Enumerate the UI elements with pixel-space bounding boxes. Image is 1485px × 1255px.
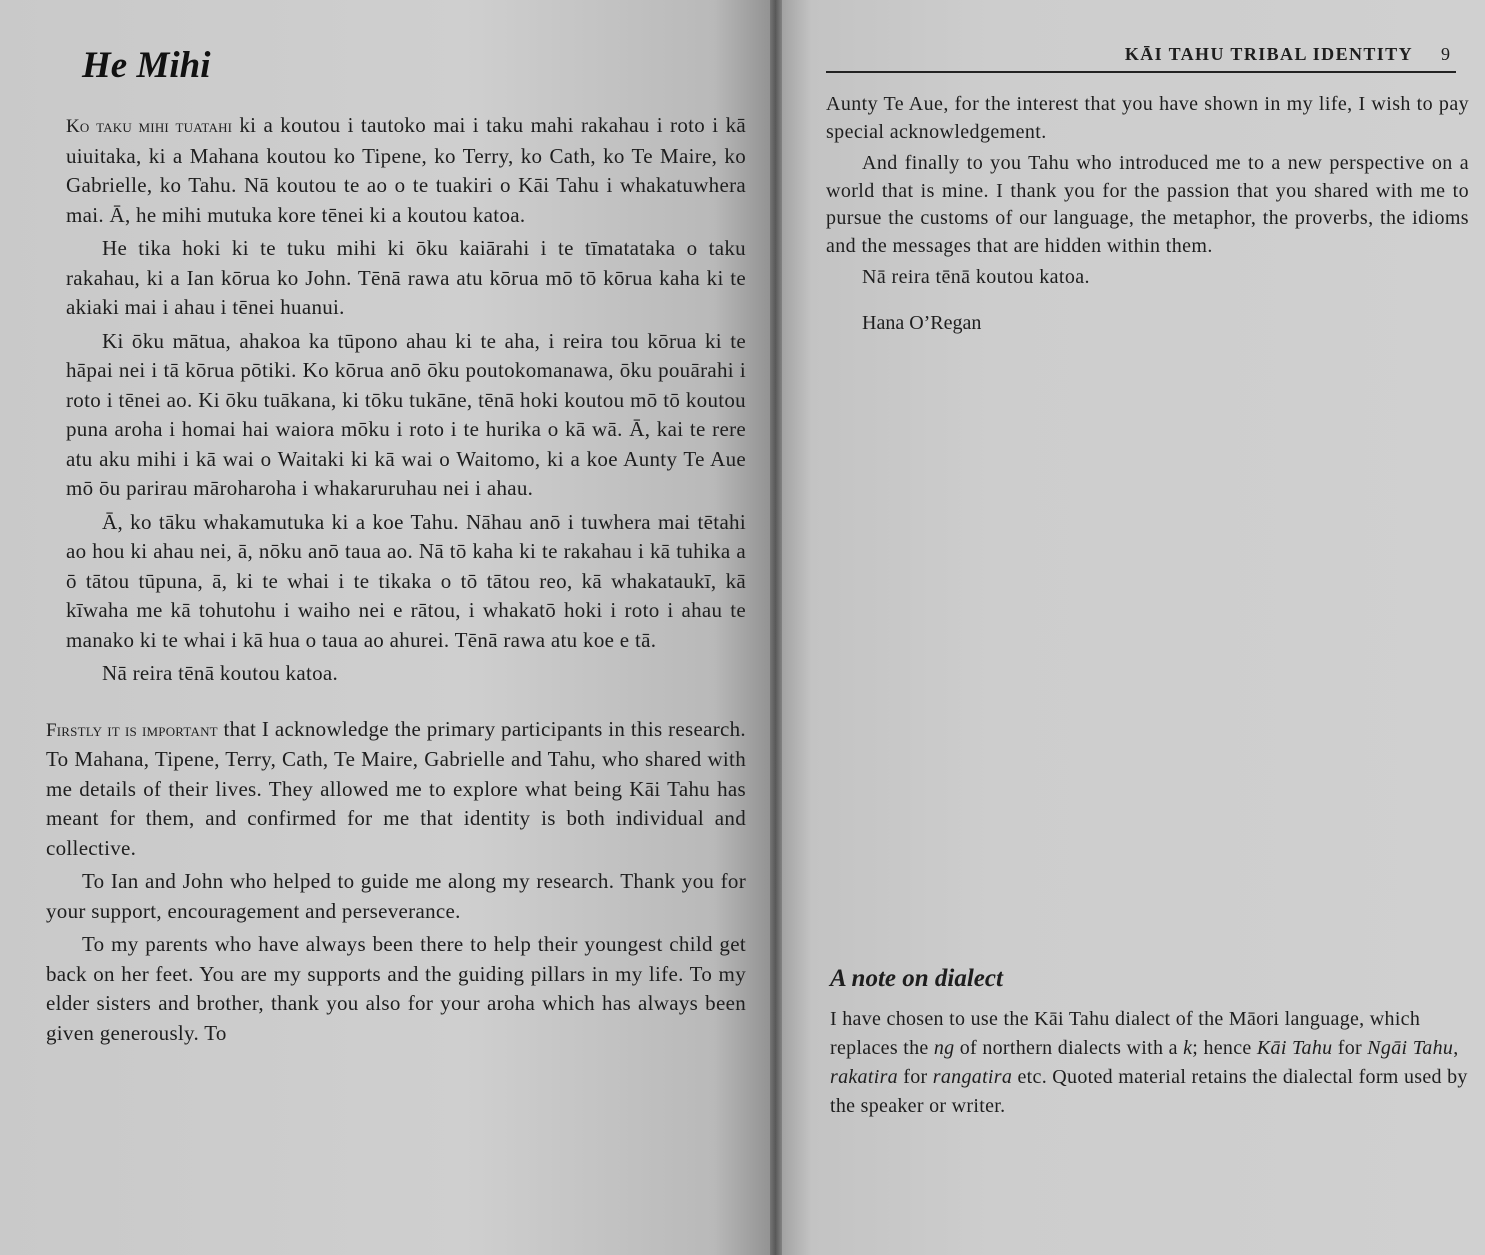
page-number: 9 [1441,44,1450,64]
maori-lead-smallcaps: Ko taku mihi tuatahi [66,116,233,137]
english-paragraph-1: Firstly it is important that I acknowledge the primary participants in this research. To Mahana, Tipene, Terry, Cath, Te Maire, Gabrielle and Tahu, who shared with me details of their lives. They allowed me to explore what being Kāi Tahu has meant for them, and confirmed for me that identity is both individual and collective. [46,716,746,860]
right-page [776,0,1485,1255]
maori-paragraph-2: He tika hoki ki te tuku mihi ki ōku kaiārahi i te tīmatataka o taku rakahau, ki a Ian kōrua ko John. Tēnā rawa atu kōrua mō tō kōrua kaha ki te akiaki mai i ahau i tēnei huanui. [66,236,746,319]
maori-paragraph-1: Ko taku mihi tuatahi ki a koutou i tautoko mai i taku mahi rakahau i roto i kā uiuitaka, ki a Mahana koutou ko Tipene, ko Terry, ko Cath, ko Te Maire, ko Gabrielle, ko Tahu. Nā koutou te ao o te tuakiri o Kāi Tahu i whakatuwhera mai. Ā, he mihi mutuka kore tēnei ki a koutou katoa. [66,113,746,227]
section-gap [46,693,746,715]
english-paragraph-2: To Ian and John who helped to guide me along my research. Thank you for your support, encouragement and perseverance. [46,869,746,923]
right-paragraph-1: Aunty Te Aue, for the interest that you have shown in my life, I wish to pay special acknowledgement. [826,93,1469,143]
right-paragraph-3: Nā reira tēnā koutou katoa. [862,266,1090,288]
book-gutter [770,0,782,1255]
dialect-note-text: I have chosen to use the Kāi Tahu dialect of the Māori language, which replaces the ng of northern dialects with a k; hence Kāi Tahu for Ngāi Tahu, rakatira for rangatira etc. Quoted material retains the dialectal form used by the speaker or writer. [830,1007,1468,1117]
running-head [826,44,1456,73]
right-paragraph-2: And finally to you Tahu who introduced me to a new perspective on a world that is mine. I thank you for the passion that you shared with me to pursue the customs of our language, the metaphor, the proverbs, the idioms and the messages that are hidden within them. [826,152,1469,257]
author-signature: Hana O’Regan [862,311,982,334]
chapter-title: He Mihi [82,45,211,86]
maori-paragraph-3: Ki ōku mātua, ahakoa ka tūpono ahau ki te aha, i reira tou kōrua ki te hāpai nei i tā kōrua pōtiki. Ko kōrua anō ōku poutokomanawa, ōku pouārahi i roto i tēnei ao. Ki ōku tuākana, ki tōku tukāne, tēnā hoki koutou mō tō koutou puna aroha i homai hai waiora mōku i roto i te hurika o kā wā. Ā, kai te rere atu aku mihi i kā wai o Waitaki ki kā wai o Waitomo, ki a koe Aunty Te Aue mō ōu parirau māroharoha i whakaruruhau nei i ahau. [66,328,746,500]
running-head-title: KĀI TAHU TRIBAL IDENTITY [1124,44,1413,64]
english-acknowledgements [46,715,746,1049]
maori-paragraph-5: Nā reira tēnā koutou katoa. [102,661,339,685]
dialect-note-heading: A note on dialect [830,964,1003,992]
english-paragraph-3: To my parents who have always been there to help their youngest child get back on her feet. You are my supports and the guiding pillars in my life. To my elder sisters and brother, thank you also for your aroha which has always been given generously. To [46,932,746,1045]
maori-acknowledgements [46,111,746,689]
maori-paragraph-4: Ā, ko tāku whakamutuka ki a koe Tahu. Nāhau anō i tuwhera mai tētahi ao hou ki ahau nei, ā, nōku anō taua ao. Nā tō kaha ki te rakahau i kā tuhika a ō tātou tūpuna, ā, ki te whai i te tikaka o tō tātou reo, kā whakataukī, kā kīwaha me kā tohutohu i waiho nei e rātou, i whakatō hoki i roto i ahau te manako ki te whai i kā hua o taua ao ahurei. Tēnā rawa atu koe e tā. [66,509,746,652]
english-lead-smallcaps: Firstly it is important [46,719,218,741]
